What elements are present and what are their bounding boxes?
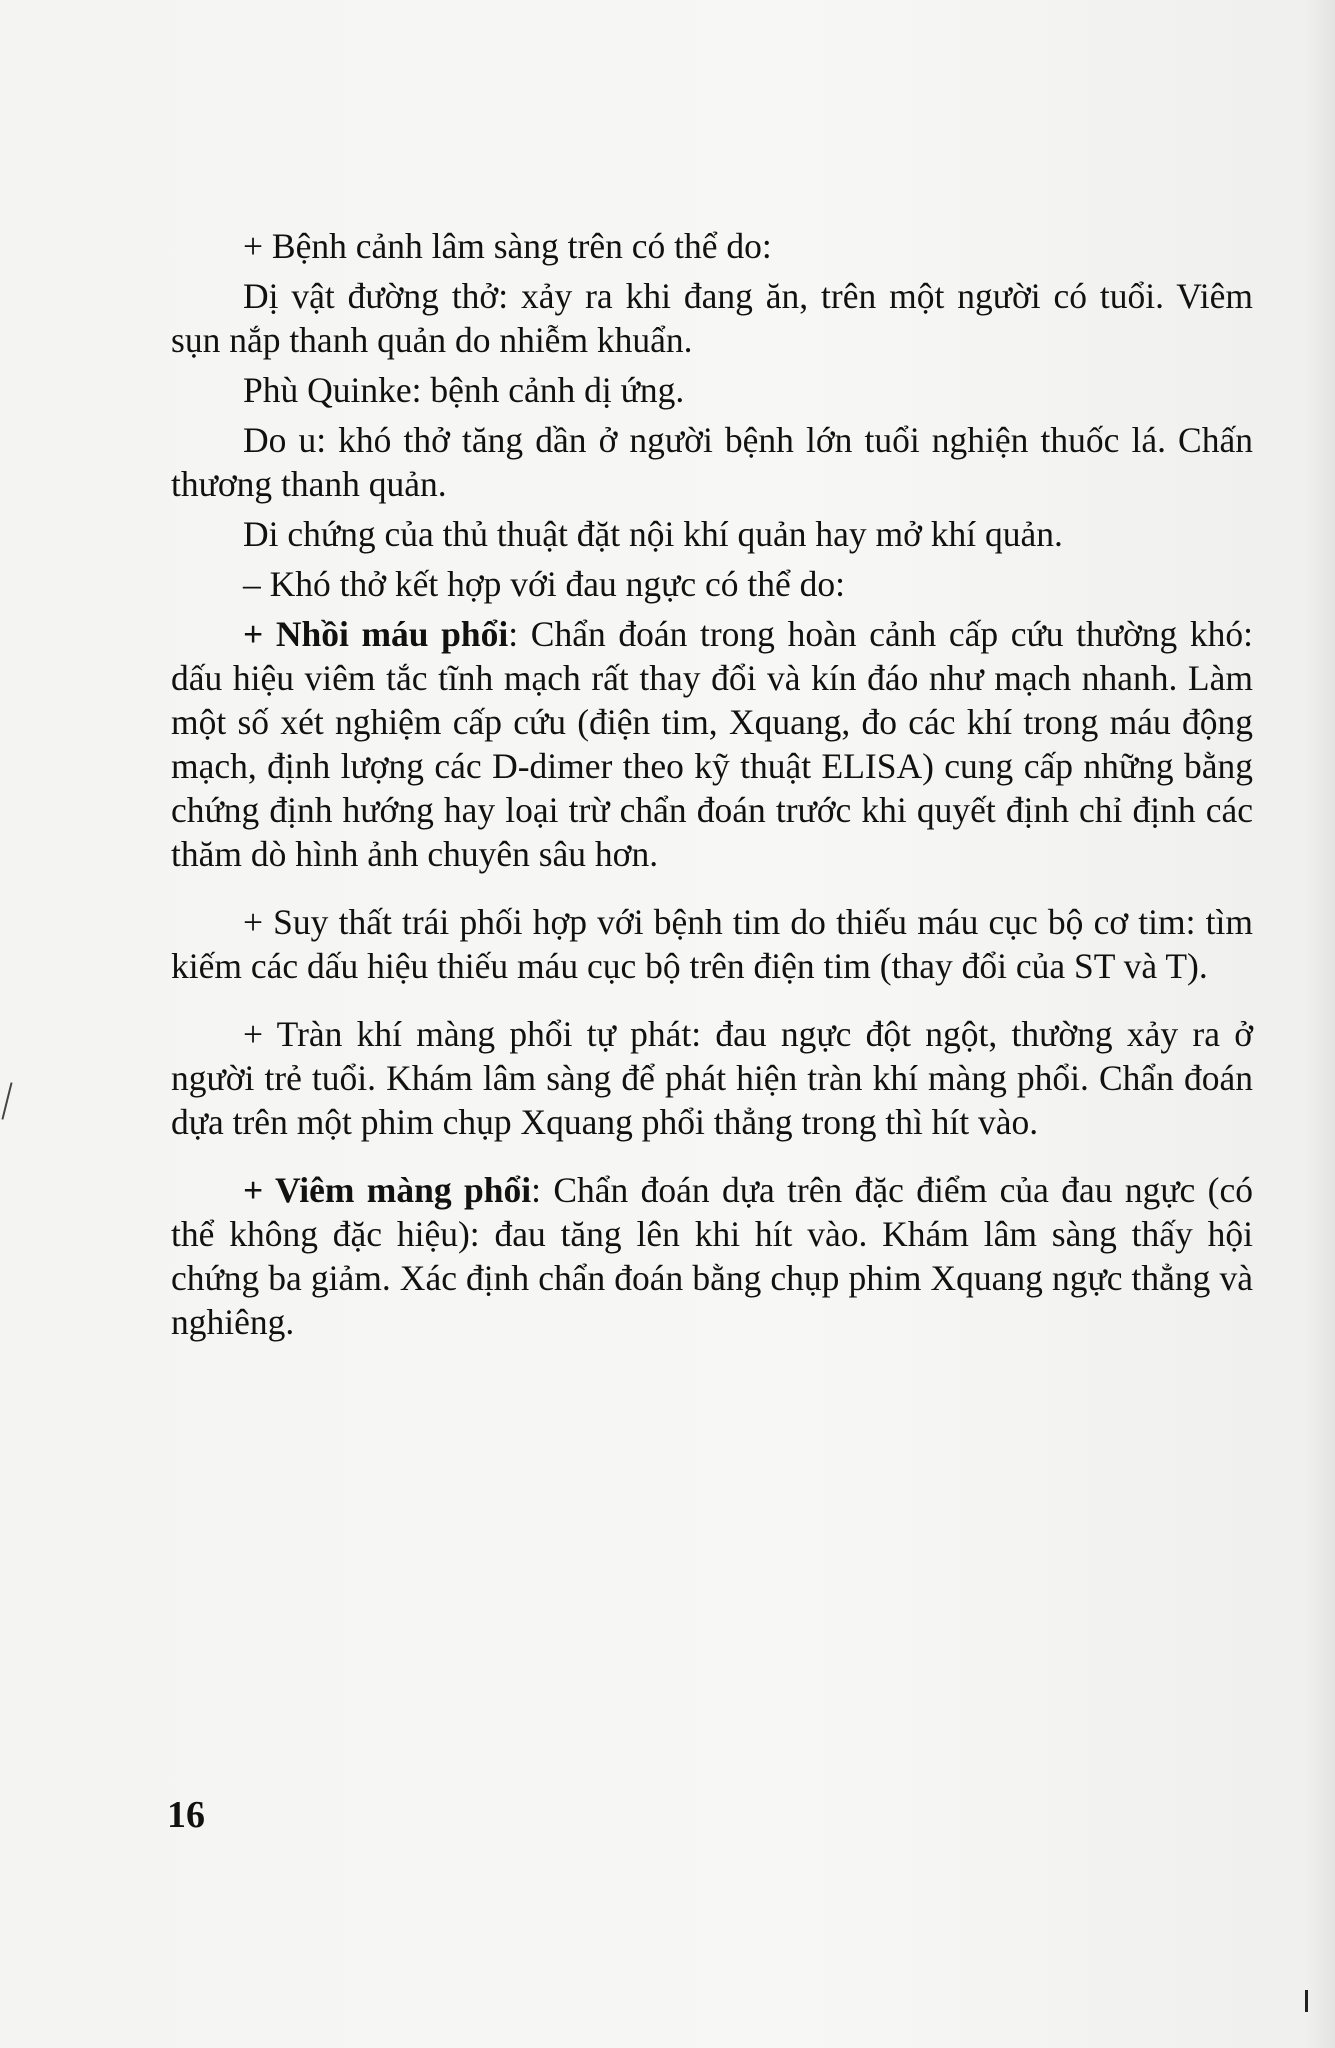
paragraph-intubation-sequelae: [171, 512, 1253, 556]
page-edge-shadow: [1307, 0, 1335, 2048]
paragraph-dyspnea-chest-pain: [171, 562, 1253, 606]
paragraph-pleurisy: [171, 1168, 1253, 1344]
paragraph-text: : Chẩn đoán trong hoàn cảnh cấp cứu thường khó: dấu hiệu viêm tắc tĩnh mạch rất thay đổi và kín đáo như mạch nhanh. Làm một số xét nghiệm cấp cứu (điện tim, Xquang, đo các khí trong máu động mạch, định lượng các D-dimer theo kỹ thuật ELISA) cung cấp những bằng chứng định hướng hay loại trừ chẩn đoán trước khi quyết định chỉ định các thăm dò hình ảnh chuyên sâu hơn.: [171, 614, 1254, 874]
paragraph-text: – Khó thở kết hợp với đau ngực có thể do:: [243, 564, 846, 604]
paragraph-tumor: [171, 418, 1253, 506]
paragraph-text: + Suy thất trái phối hợp với bệnh tim do thiếu máu cục bộ cơ tim: tìm kiếm các dấu hiệu thiếu máu cục bộ trên điện tim (thay đổi của ST và T).: [171, 902, 1253, 986]
paragraph-foreign-body: [171, 274, 1253, 362]
paragraph-text: Dị vật đường thở: xảy ra khi đang ăn, trên một người có tuổi. Viêm sụn nắp thanh quản do nhiễm khuẩn.: [171, 276, 1253, 360]
paragraph-text: + Bệnh cảnh lâm sàng trên có thể do:: [243, 226, 772, 266]
paragraph-left-heart-failure: [171, 900, 1253, 988]
paragraph-text: + Tràn khí màng phổi tự phát: đau ngực đột ngột, thường xảy ra ở người trẻ tuổi. Khám lâm sàng để phát hiện tràn khí màng phổi. Chẩn đoán dựa trên một phim chụp Xquang phổi thẳng trong thì hít vào.: [171, 1014, 1253, 1142]
edge-tick-mark: [1305, 1990, 1308, 2012]
page-body: [171, 224, 1253, 1368]
paragraph-label: + Nhồi máu phổi: [243, 614, 509, 654]
paragraph-label: + Viêm màng phổi: [243, 1170, 532, 1210]
page-number: 16: [167, 1794, 205, 1836]
paragraph-clinical-causes-intro: [171, 224, 1253, 268]
paragraph-pneumothorax: [171, 1012, 1253, 1144]
paragraph-quincke-edema: [171, 368, 1253, 412]
paragraph-pulmonary-embolism: [171, 612, 1253, 876]
paragraph-text: Do u: khó thở tăng dần ở người bệnh lớn tuổi nghiện thuốc lá. Chấn thương thanh quản.: [171, 420, 1253, 504]
paragraph-text: : Chẩn đoán dựa trên đặc điểm của đau ngực (có thể không đặc hiệu): đau tăng lên khi hít vào. Khám lâm sàng thấy hội chứng ba giảm. Xác định chẩn đoán bằng chụp phim Xquang ngực thẳng và nghiêng.: [171, 1170, 1253, 1342]
paragraph-text: Di chứng của thủ thuật đặt nội khí quản hay mở khí quản.: [243, 514, 1063, 554]
margin-mark: [1, 1082, 12, 1119]
paragraph-text: Phù Quinke: bệnh cảnh dị ứng.: [243, 370, 685, 410]
